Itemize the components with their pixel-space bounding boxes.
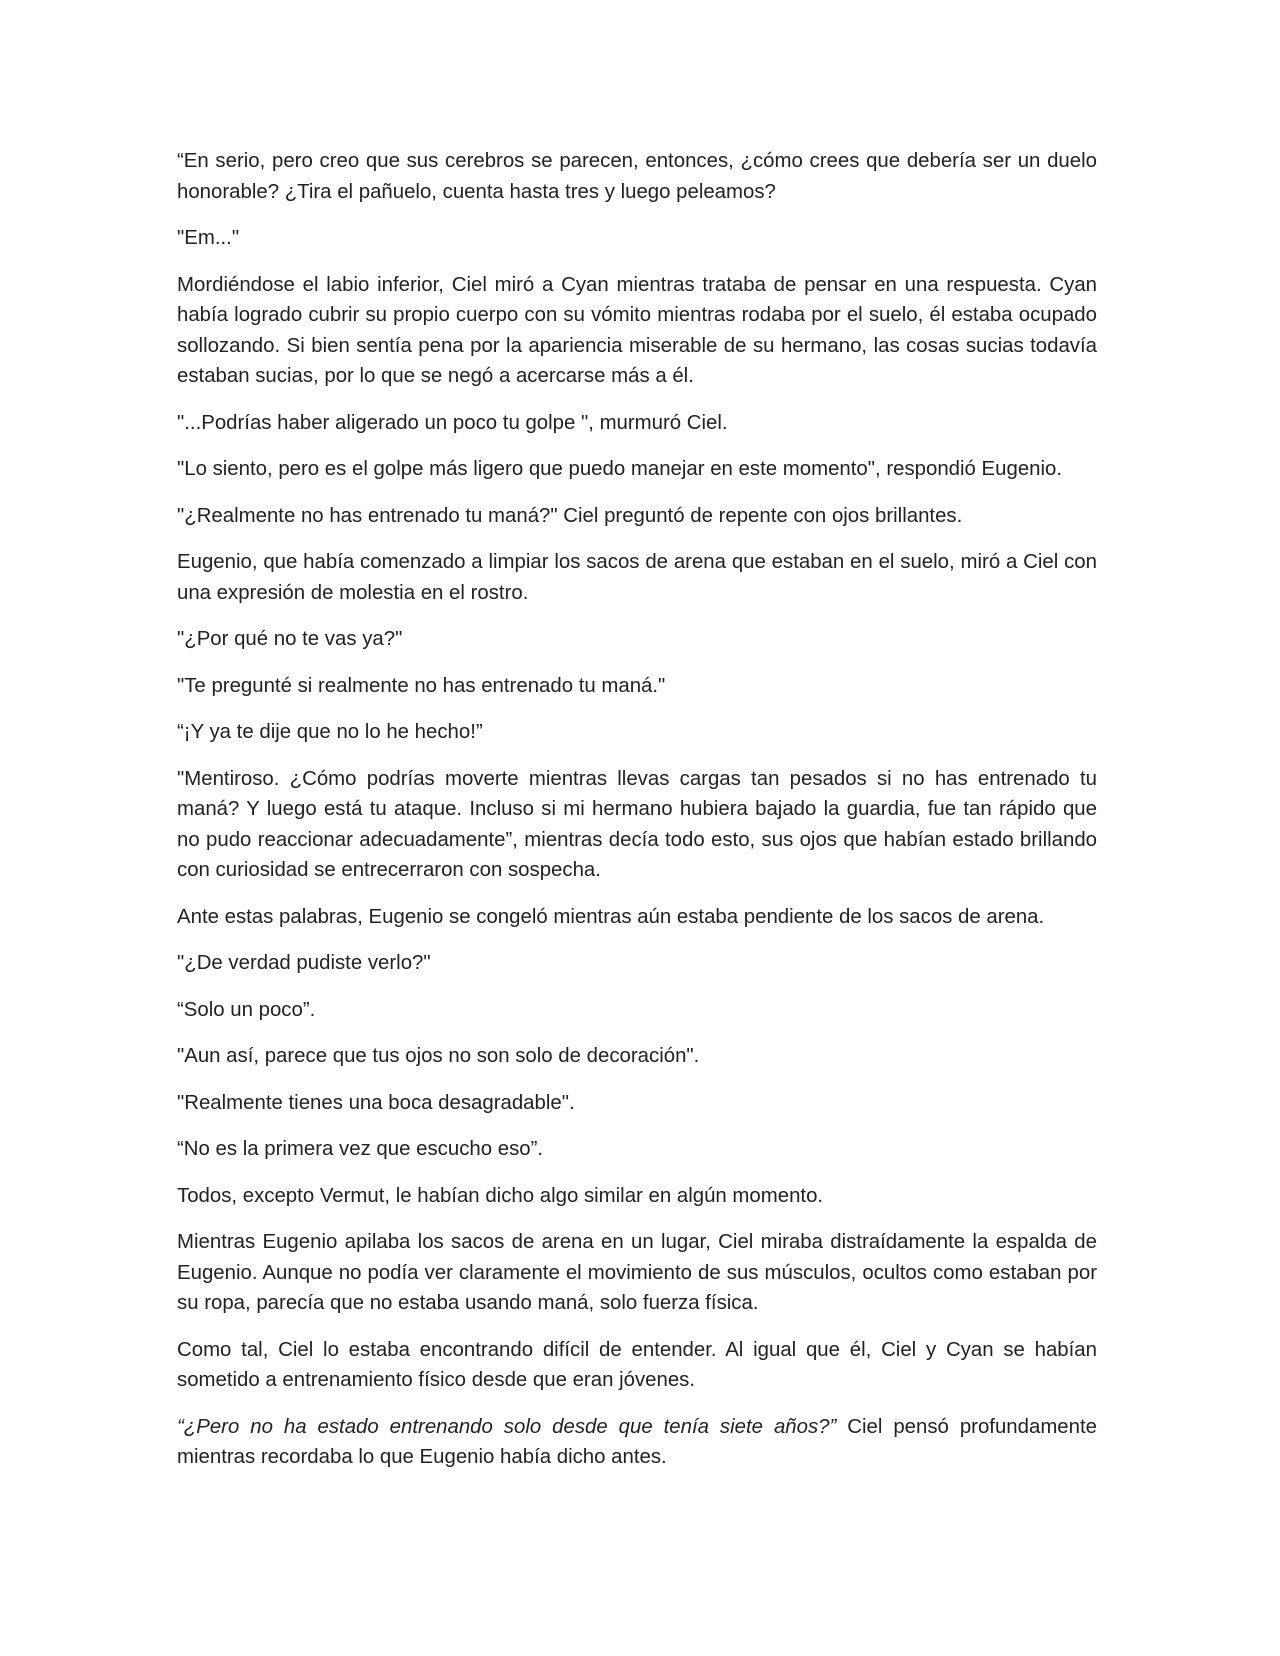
- paragraph-1: “En serio, pero creo que sus cerebros se parecen, entonces, ¿cómo crees que debería ser un duelo honorable? ¿Tira el pañuelo, cuenta hasta tres y luego peleamos?: [177, 150, 1097, 203]
- paragraph-10: “¡Y ya te dije que no lo he hecho!”: [177, 721, 483, 743]
- paragraph-3: Mordiéndose el labio inferior, Ciel miró a Cyan mientras trataba de pensar en una respuesta. Cyan había logrado cubrir su propio cuerpo con su vómito mientras rodaba por el suelo, él estaba ocupado sollozando. Si bien sentía pena por la apariencia miserable de su hermano, las cosas sucias todavía estaban sucias, por lo que se negó a acercarse más a él.: [177, 273, 1097, 387]
- paragraph-19: Mientras Eugenio apilaba los sacos de arena en un lugar, Ciel miraba distraídamente la espalda de Eugenio. Aunque no podía ver claramente el movimiento de sus músculos, ocultos como estaban por su ropa, parecía que no estaba usando maná, solo fuerza física.: [177, 1231, 1097, 1314]
- paragraph-7: Eugenio, que había comenzado a limpiar los sacos de arena que estaban en el suelo, miró a Ciel con una expresión de molestia en el rostro.: [177, 551, 1097, 604]
- paragraph-4: "...Podrías haber aligerado un poco tu golpe ", murmuró Ciel.: [177, 411, 728, 434]
- paragraph-16: "Realmente tienes una boca desagradable".: [177, 1091, 575, 1114]
- paragraph-2: "Em...": [177, 227, 240, 249]
- document-page: [177, 146, 1097, 1489]
- italic-thought: “¿Pero no ha estado entrenando solo desde que tenía siete años?”: [177, 1415, 837, 1438]
- paragraph-17: “No es la primera vez que escucho eso”.: [177, 1138, 544, 1160]
- paragraph-21: [177, 1412, 1097, 1473]
- paragraph-18: Todos, excepto Vermut, le habían dicho algo similar en algún momento.: [177, 1184, 824, 1207]
- paragraph-9: "Te pregunté si realmente no has entrenado tu maná.": [177, 674, 666, 697]
- paragraph-11: "Mentiroso. ¿Cómo podrías moverte mientras llevas cargas tan pesados si no has entrenado tu maná? Y luego está tu ataque. Incluso si mi hermano hubiera bajado la guardia, fue tan rápido que no pudo reaccionar adecuadamente”, mientras decía todo esto, sus ojos que habían estado brillando con curiosidad se entrecerraron con sospecha.: [177, 767, 1097, 881]
- paragraph-12: Ante estas palabras, Eugenio se congeló mientras aún estaba pendiente de los sacos de arena.: [177, 905, 1045, 928]
- paragraph-13: "¿De verdad pudiste verlo?": [177, 952, 431, 974]
- paragraph-6: "¿Realmente no has entrenado tu maná?" Ciel preguntó de repente con ojos brillantes.: [177, 504, 963, 527]
- paragraph-14: “Solo un poco”.: [177, 998, 316, 1021]
- paragraph-21-text: Ciel pensó profundamente mientras recordaba lo que Eugenio había dicho antes.: [177, 1415, 1097, 1468]
- paragraph-8: "¿Por qué no te vas ya?": [177, 628, 403, 650]
- paragraph-15: "Aun así, parece que tus ojos no son solo de decoración".: [177, 1045, 700, 1067]
- paragraph-20: Como tal, Ciel lo estaba encontrando difícil de entender. Al igual que él, Ciel y Cyan se habían sometido a entrenamiento físico desde que eran jóvenes.: [177, 1338, 1097, 1391]
- paragraph-5: "Lo siento, pero es el golpe más ligero que puedo manejar en este momento", respondió Eugenio.: [177, 458, 1063, 480]
